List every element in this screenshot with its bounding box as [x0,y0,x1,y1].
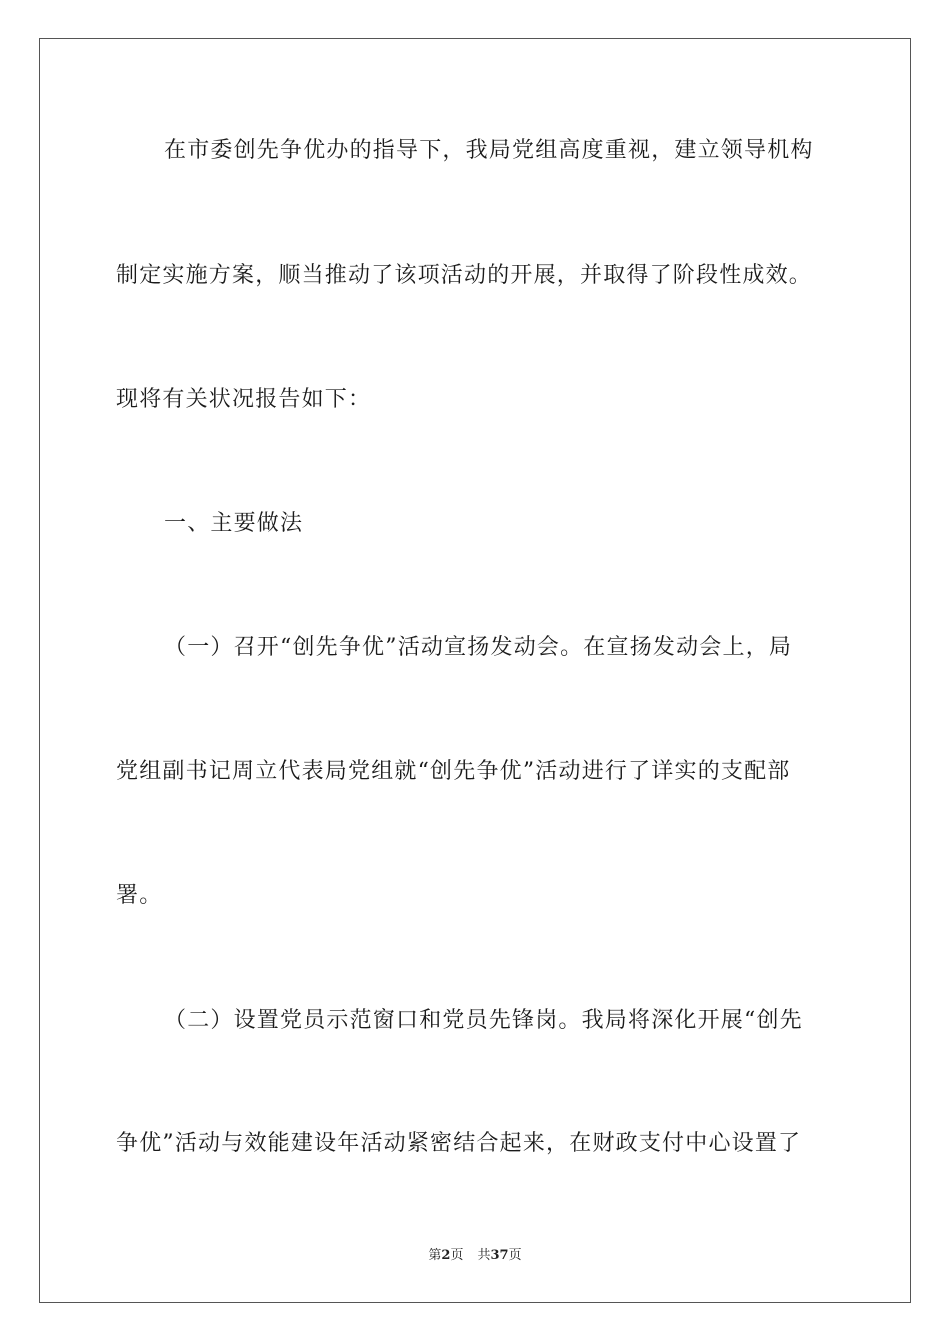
page-suffix: 页 [450,1248,464,1263]
section-heading: 一、主要做法 [164,511,304,536]
paragraph-line: 署。 [116,883,163,908]
page-prefix: 第 [428,1248,442,1263]
page-footer [0,1247,950,1265]
page-number: 2 [441,1248,451,1263]
paragraph-line: 在市委创先争优办的指导下，我局党组高度重视，建立领导机构 [164,138,814,163]
paragraph-line: 现将有关状况报告如下： [116,387,372,412]
total-pages: 37 [490,1248,509,1263]
paragraph-line: 争优”活动与效能建设年活动紧密结合起来，在财政支付中心设置了 [116,1131,802,1156]
total-suffix: 页 [508,1248,522,1263]
paragraph-line: （二）设置党员示范窗口和党员先锋岗。我局将深化开展“创先 [164,1008,803,1033]
paragraph-line: 党组副书记周立代表局党组就“创先争优”活动进行了详实的支配部 [116,759,791,784]
page-border [39,38,911,1303]
paragraph-line: （一）召开“创先争优”活动宣扬发动会。在宣扬发动会上，局 [164,635,793,660]
total-prefix: 共 [477,1248,491,1263]
paragraph-line: 制定实施方案，顺当推动了该项活动的开展，并取得了阶段性成效。 [116,263,813,288]
